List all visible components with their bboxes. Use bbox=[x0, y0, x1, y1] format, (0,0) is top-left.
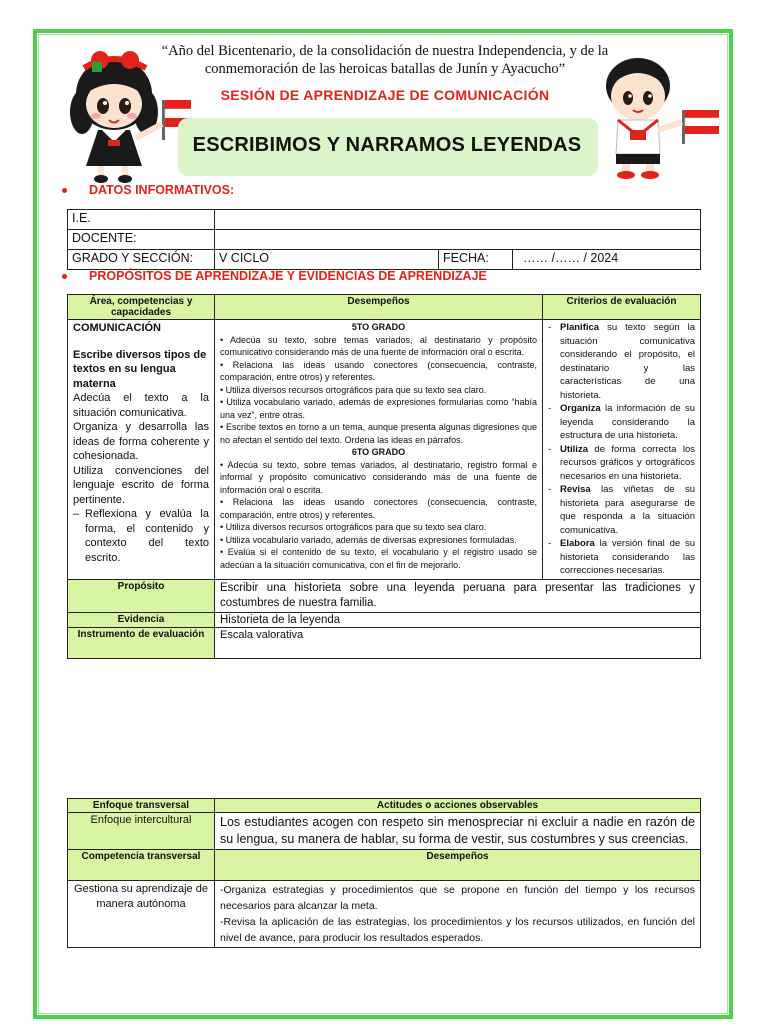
col-enfoque-header: Enfoque transversal bbox=[68, 799, 215, 813]
propositos-table bbox=[67, 294, 701, 659]
bullet-icon bbox=[62, 188, 67, 193]
desempeno-item: -Revisa la aplicación de las estrategias, los procedimientos y los recursos utilizados, en función del nivel de avance, para producir los resultados esperados. bbox=[220, 916, 695, 944]
col-desempenos-header: Desempeños bbox=[215, 295, 543, 320]
col-desempenos-header: Desempeños bbox=[215, 850, 701, 881]
propositos-heading: PROPÓSITOS DE APRENDIZAJE Y EVIDENCIAS DE APRENDIZAJE bbox=[62, 269, 487, 283]
table-row bbox=[68, 813, 701, 850]
grado6-title: 6TO GRADO bbox=[351, 447, 406, 457]
table-row bbox=[68, 250, 701, 270]
competencia: Escribe diversos tipos de textos en su lengua materna bbox=[73, 348, 207, 390]
grado-label: GRADO Y SECCIÓN: bbox=[68, 250, 215, 270]
desempeno-item: -Organiza estrategias y procedimientos que se propone en función del tiempo y los recursos necesarios para alcanzar la meta. bbox=[220, 884, 695, 912]
criterio-item: - Organiza la información de su leyenda considerando la estructura de una historieta. bbox=[548, 403, 695, 441]
enfoque-name: Enfoque intercultural bbox=[68, 813, 215, 850]
table-row bbox=[68, 230, 701, 250]
grado5-title: 5TO GRADO bbox=[351, 322, 406, 332]
desempeno-6: • Utiliza diversos recursos ortográficos para que su texto sea claro. bbox=[220, 522, 487, 532]
table-row bbox=[68, 295, 701, 320]
capacidad-dash-item: – Reflexiona y evalúa la forma, el contenido y contexto del texto escrito. bbox=[73, 508, 209, 564]
desempeno-6: • Evalúa si el contenido de su texto, el vocabulario y el registro usado se adecúan a la situación comunicativa, con el fin de mejorarlo. bbox=[220, 547, 537, 570]
desempeno-5: • Escribe textos en torno a un tema, aunque presenta algunas digresiones que no afectan el sentido del texto. Ordena las ideas en párrafos. bbox=[220, 422, 537, 445]
session-subtitle: SESIÓN DE APRENDIZAJE DE COMUNICACIÓN bbox=[220, 87, 550, 103]
desempeno-5: • Utiliza diversos recursos ortográficos para que su texto sea claro. bbox=[220, 384, 487, 395]
page-title: ESCRIBIMOS Y NARRAMOS LEYENDAS bbox=[192, 134, 582, 156]
criterios-cell bbox=[543, 320, 701, 580]
docente-label: DOCENTE: bbox=[68, 230, 215, 250]
fecha-label: FECHA: bbox=[439, 250, 513, 270]
criterio-item: - Planifica su texto según la situación comunicativa considerando el propósito, el destinatario y las características de una historieta. bbox=[548, 322, 695, 401]
col-area-header: Área, competencias y capacidades bbox=[68, 295, 215, 320]
col-actitudes-header: Actitudes o acciones observables bbox=[215, 799, 701, 813]
enfoque-text: Los estudiantes acogen con respeto sin menospreciar ni excluir a nadie en razón de su lengua, su manera de hablar, su forma de vestir, sus costumbres y sus creencias. bbox=[215, 813, 701, 850]
table-row bbox=[68, 320, 701, 580]
instrumento-value: Escala valorativa bbox=[215, 627, 701, 658]
capacidad: Organiza y desarrolla las ideas de forma coherente y cohesionada. bbox=[73, 421, 209, 462]
desempeno-5: • Utiliza vocabulario variado, además de expresiones formularias como “había una vez”, entre otras. bbox=[220, 397, 537, 420]
desempeno-5: • Relaciona las ideas usando conectores (consecuencia, contraste, comparación, entre otros) y referentes. bbox=[220, 359, 537, 382]
table-row bbox=[68, 881, 701, 948]
datos-heading: DATOS INFORMATIVOS: bbox=[62, 183, 234, 197]
criterio-item: - Revisa las viñetas de su historieta para asegurarse de que responda a la situación comunicativa. bbox=[548, 484, 695, 536]
criterio-item: - Elabora la versión final de su historieta considerando las correcciones necesarias. bbox=[548, 538, 695, 576]
table-row bbox=[68, 627, 701, 658]
evidencia-value: Historieta de la leyenda bbox=[215, 612, 701, 627]
evidencia-label: Evidencia bbox=[68, 612, 215, 627]
col-criterios-header: Criterios de evaluación bbox=[543, 295, 701, 320]
table-row bbox=[68, 210, 701, 230]
desempeno-5: • Adecúa su texto, sobre temas variados, al destinatario y propósito comunicativo considerando más de una fuente de información oral o escrita. bbox=[220, 334, 537, 357]
bullet-icon bbox=[62, 274, 67, 279]
desempeno-6: • Relaciona las ideas usando conectores (consecuencia, contraste, comparación, entre otros) y referentes. bbox=[220, 497, 537, 520]
instrumento-label: Instrumento de evaluación bbox=[68, 627, 215, 658]
enfoque-table bbox=[67, 798, 701, 948]
docente-value[interactable] bbox=[215, 230, 701, 250]
proposito-label: Propósito bbox=[68, 579, 215, 612]
area-cell bbox=[68, 320, 215, 580]
criterio-item: - Utiliza de forma correcta los recursos gráficos y ortográficos necesarios en una historieta. bbox=[548, 443, 695, 482]
year-motto: “Año del Bicentenario, de la consolidación de nuestra Independencia, y de la conmemoración de las heroicas batallas de Junín y Ayacucho” bbox=[161, 43, 609, 77]
ie-label: I.E. bbox=[68, 210, 215, 230]
area-title: COMUNICACIÓN bbox=[73, 322, 161, 334]
datos-table bbox=[67, 209, 701, 270]
desempeno-6: • Adecúa su texto, sobre temas variados, al destinatario, registro formal e informal y propósito comunicativo considerando más de una fuente de información oral o escrita. bbox=[220, 459, 537, 495]
proposito-value: Escribir una historieta sobre una leyenda peruana para presentar las tradiciones y costumbres de nuestra familia. bbox=[215, 579, 701, 612]
fecha-value: …… /…… / 2024 bbox=[513, 250, 701, 270]
capacidad: Utiliza convenciones del lenguaje escrito de forma pertinente. bbox=[73, 464, 209, 506]
col-competencia-header: Competencia transversal bbox=[68, 850, 215, 881]
ie-value[interactable] bbox=[215, 210, 701, 230]
table-row bbox=[68, 850, 701, 881]
table-row bbox=[68, 612, 701, 627]
desempeno-6: • Utiliza vocabulario variado, además de diversas expresiones formuladas. bbox=[220, 534, 517, 545]
competencia-name: Gestiona su aprendizaje de manera autónoma bbox=[68, 881, 215, 948]
capacidad: Adecúa el texto a la situación comunicativa. bbox=[73, 392, 209, 419]
desempenos-cell bbox=[215, 881, 701, 948]
table-row bbox=[68, 799, 701, 813]
table-row bbox=[68, 579, 701, 612]
grado-value: V CICLO bbox=[215, 250, 439, 270]
desempenos-cell bbox=[215, 320, 543, 580]
